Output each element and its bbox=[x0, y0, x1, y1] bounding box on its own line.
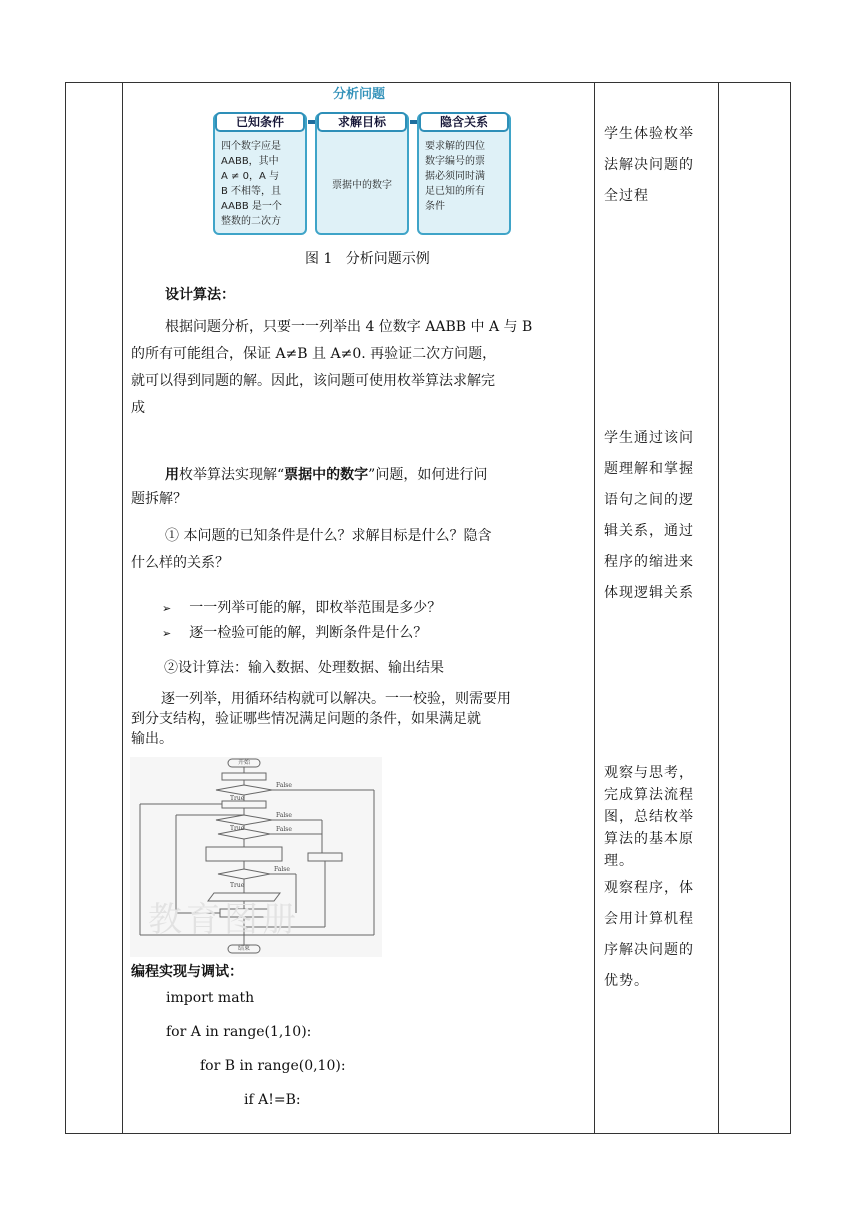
goal-label: 求解目标 bbox=[317, 112, 407, 132]
arrow-bullet-icon: ➢ bbox=[162, 602, 172, 615]
known-label: 已知条件 bbox=[215, 112, 305, 132]
flow-end-label: 结束 bbox=[237, 945, 250, 952]
code-line: for A in range(1,10): bbox=[166, 1024, 312, 1040]
arrow-bullet-icon: ➢ bbox=[162, 627, 172, 640]
side-note-1: 学生体验枚举 法解决问题的 全过程 bbox=[604, 126, 694, 204]
split-question: 用枚举算法实现解“票据中的数字”问题，如何进行问 题拆解？ bbox=[131, 467, 488, 507]
side-note-4: 观察程序，体 会用计算机程 序解决问题的 优势。 bbox=[604, 880, 694, 989]
column-divider bbox=[718, 83, 719, 1133]
question-2-paragraph: 逐一列举，用循环结构就可以解决。一一校验，则需要用 到分支结构，验证哪些情况满足问题的条件，如果满足就 输出。 bbox=[131, 691, 511, 747]
true-label: True bbox=[230, 825, 245, 832]
flow-start-label: 开始 bbox=[237, 759, 250, 766]
known-text: 四个数字应是 AABB，其中 A ≠ 0，A 与 B 不相等，且 AABB 是一个 整数的二次方 bbox=[221, 141, 282, 227]
true-label: True bbox=[230, 795, 245, 802]
analysis-diagram bbox=[205, 85, 513, 240]
list-item: ➢ 一一列举可能的解，即枚举范围是多少？ bbox=[162, 600, 442, 616]
goal-text: 票据中的数字 bbox=[332, 180, 392, 191]
side-note-3: 观察与思考， 完成算法流程 图，总结枚举 算法的基本原 理。 bbox=[604, 765, 694, 869]
list-item: ➢ 逐一检验可能的解，判断条件是什么？ bbox=[162, 625, 428, 641]
column-divider bbox=[594, 83, 595, 1133]
code-line: for B in range(0,10): bbox=[200, 1058, 346, 1074]
bullet-list bbox=[162, 596, 582, 646]
true-label: True bbox=[230, 882, 245, 889]
watermark: 教育图册 bbox=[148, 900, 300, 940]
false-label: False bbox=[276, 826, 292, 833]
false-label: False bbox=[274, 866, 290, 873]
code-line: import math bbox=[166, 990, 255, 1006]
column-divider bbox=[122, 83, 123, 1133]
side-note-2: 学生通过该问 题理解和掌握 语句之间的逻 辑关系，通过 程序的缩进来 体现逻辑关系 bbox=[604, 430, 694, 601]
code-line: if A!=B: bbox=[244, 1092, 301, 1108]
figure-caption: 图 1 分析问题示例 bbox=[305, 251, 430, 267]
design-paragraph: 根据问题分析，只要一一列举出 4 位数字 AABB 中 A 与 B 的所有可能组合，保证 A≠B 且 A≠0. 再验证二次方问题， 就可以得到同题的解。因此，该问题可使用枚举算法求解完 成 bbox=[131, 319, 533, 416]
algorithm-flowchart bbox=[130, 757, 382, 957]
false-label: False bbox=[276, 812, 292, 819]
hidden-label: 隐含关系 bbox=[419, 112, 509, 132]
diagram-title: 分析问题 bbox=[332, 87, 385, 102]
question-2: ②设计算法：输入数据、处理数据、输出结果 bbox=[164, 660, 444, 676]
hidden-text: 要求解的四位 数字编号的票 据必须同时满 足已知的所有 条件 bbox=[425, 141, 485, 212]
coding-heading: 编程实现与调试： bbox=[131, 964, 243, 980]
question-1: ① 本问题的已知条件是什么？求解目标是什么？隐含 什么样的关系？ bbox=[131, 528, 492, 571]
design-heading: 设计算法： bbox=[165, 287, 235, 303]
false-label: False bbox=[276, 782, 292, 789]
